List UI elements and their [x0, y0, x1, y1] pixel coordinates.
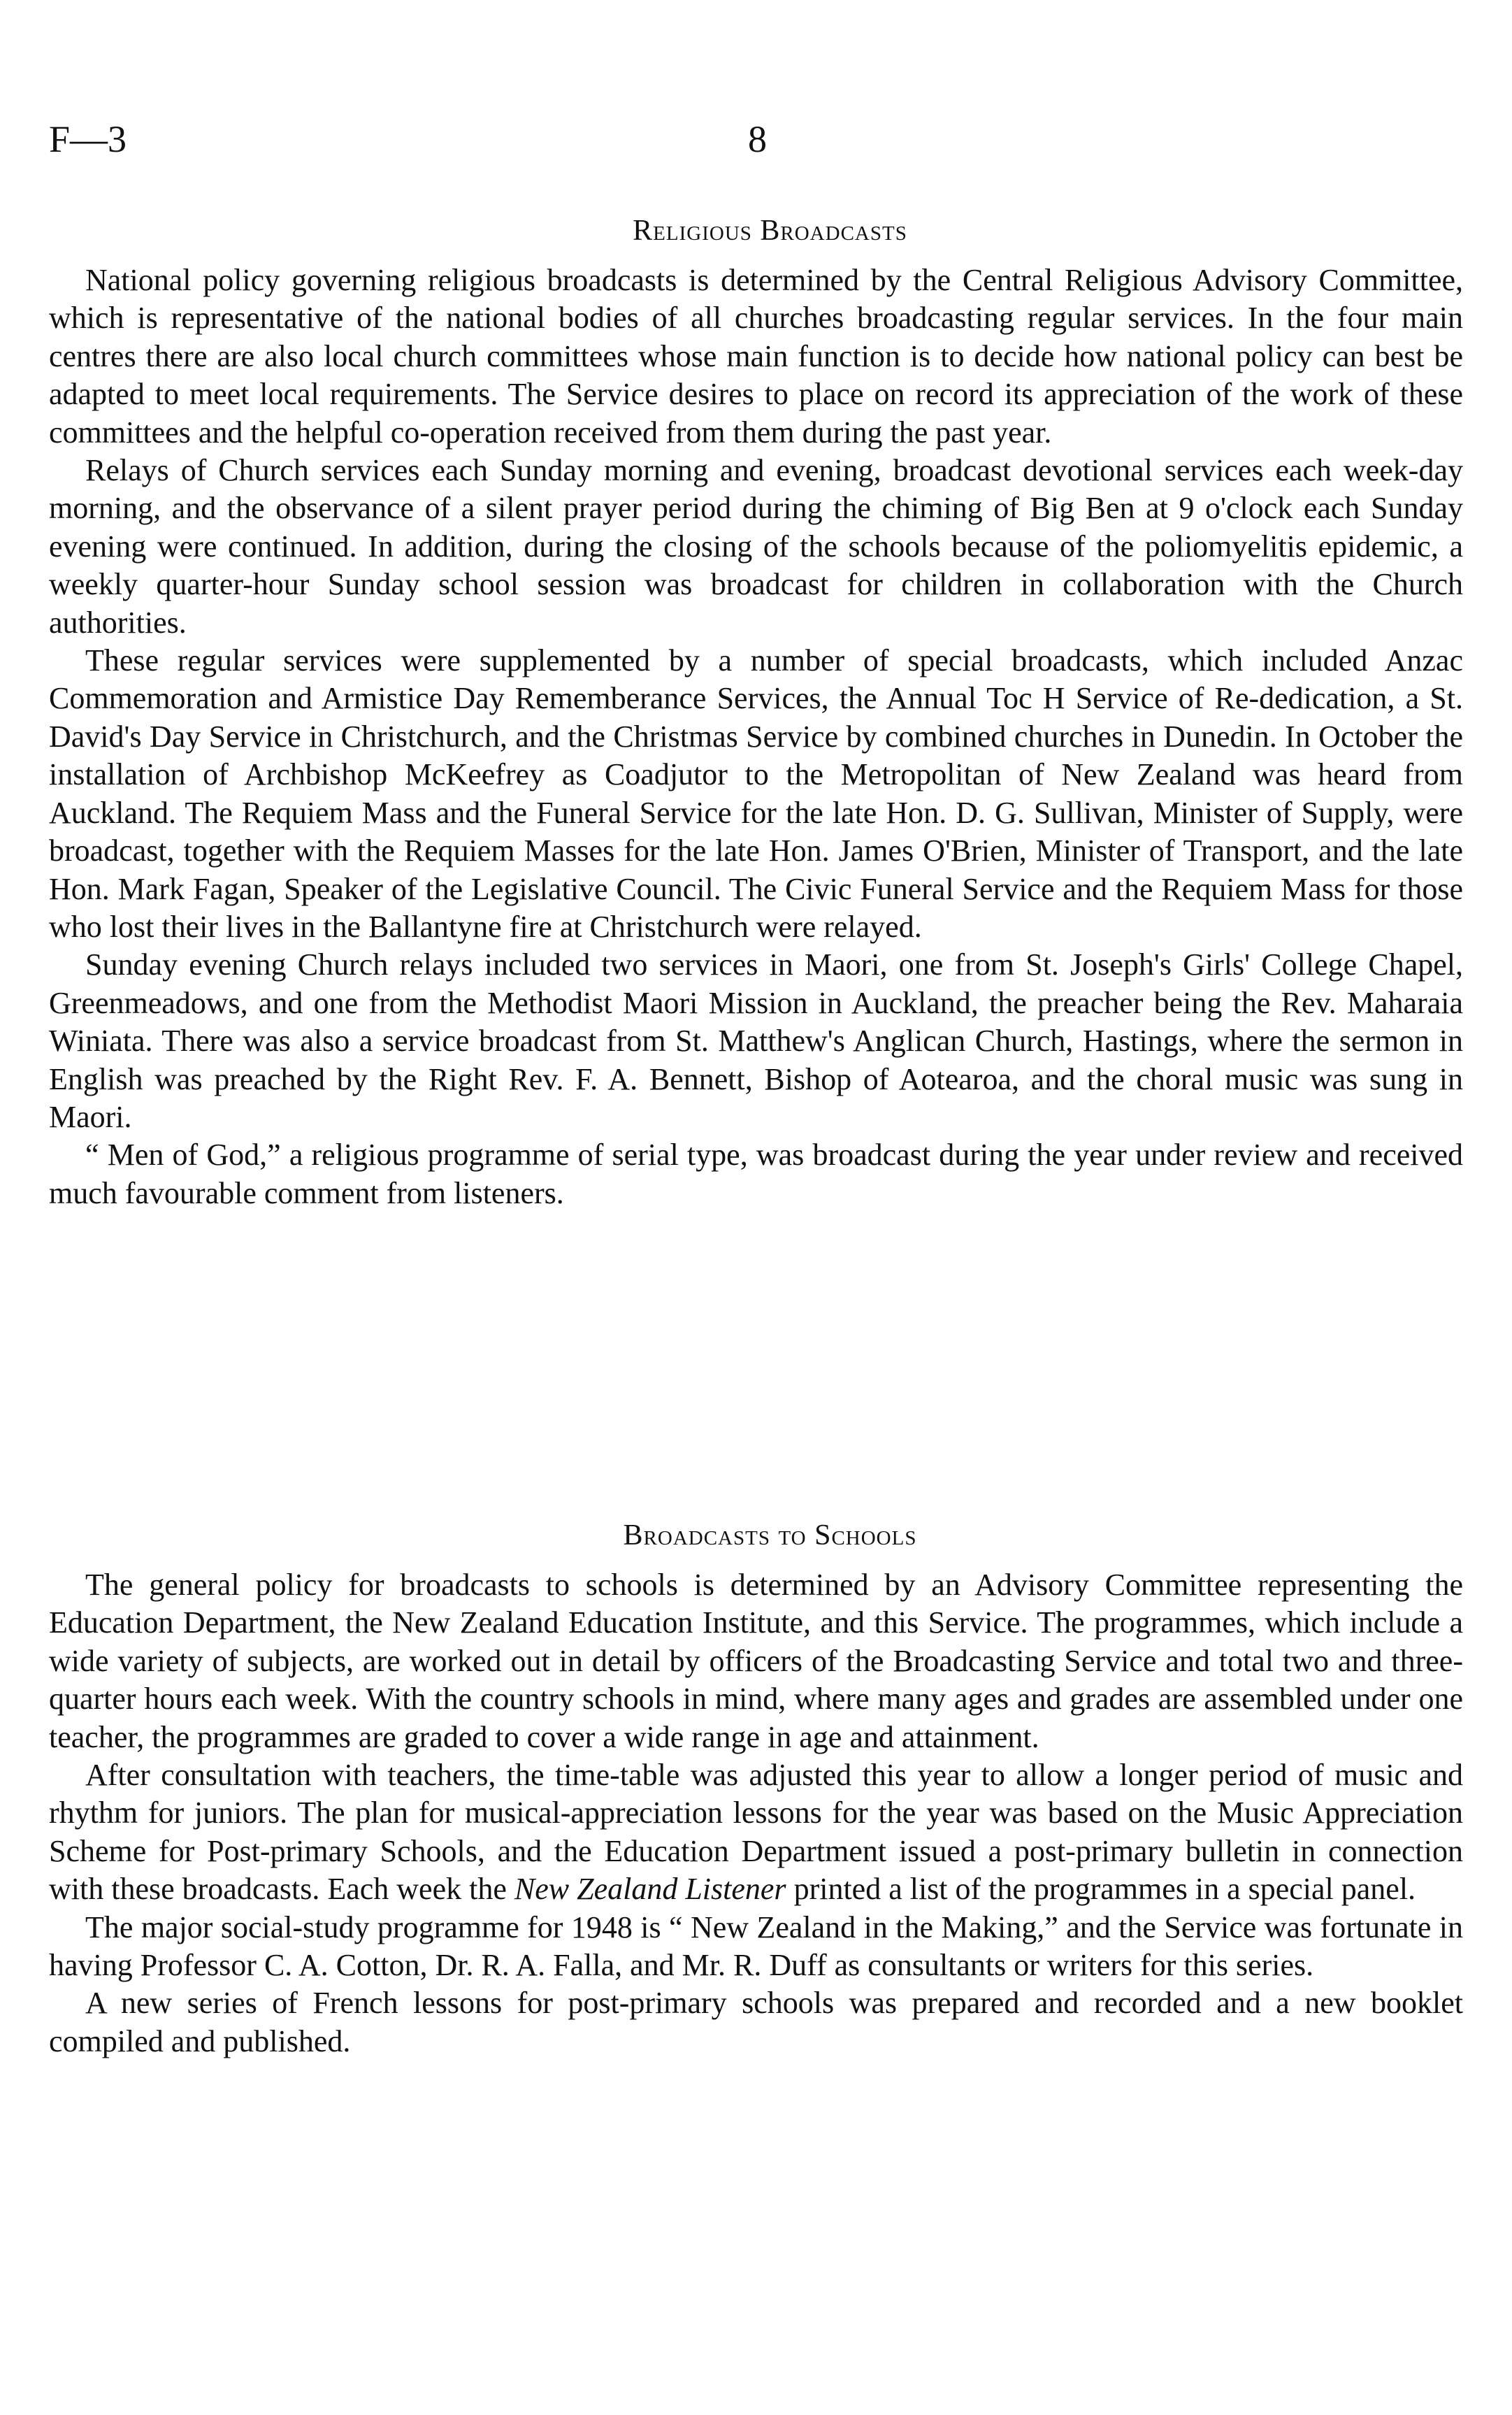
section-religious-broadcasts: [49, 211, 1463, 1212]
paragraph: Sunday evening Church relays included two services in Maori, one from St. Joseph's Girls' College Chapel, Greenmeadows, and one from the Methodist Maori Mission in Auckland, the preacher being the Rev. Maharaia Winiata. There was also a service broadcast from St. Matthew's Anglican Church, Hastings, where the sermon in English was preached by the Right Rev. F. A. Bennett, Bishop of Aotearoa, and the choral music was sung in Maori.: [49, 947, 1463, 1134]
publication-title: New Zealand Listener: [514, 1872, 786, 1907]
section-title: Religious Broadcasts: [633, 215, 907, 247]
paragraph: The major social-study programme for 1948 is “ New Zealand in the Making,” and the Service was fortunate in having Professor C. A. Cotton, Dr. R. A. Falla, and Mr. R. Duff as consultants or writers for this series.: [49, 1909, 1463, 1983]
document-id: F—3: [49, 118, 127, 160]
page-number: 8: [748, 118, 767, 160]
paragraph: [49, 1756, 1463, 1909]
paragraph: A new series of French lessons for post-primary schools was prepared and recorded and a new booklet compiled and published.: [49, 1986, 1463, 2058]
paragraph: Relays of Church services each Sunday morning and evening, broadcast devotional services each week-day morning, and the observance of a silent prayer period during the chiming of Big Ben at 9 o'clock each Sunday evening were continued. In addition, during the closing of the schools because of the poliomyelitis epidemic, a weekly quarter-hour Sunday school session was broadcast for children in collaboration with the Church authorities.: [49, 453, 1463, 640]
section-title: Broadcasts to Schools: [623, 1519, 917, 1552]
paragraph: National policy governing religious broadcasts is determined by the Central Religious Advisory Committee, which is representative of the national bodies of all churches broadcasting regular services. In the four main centres there are also local church committees whose main function is to decide how national policy can best be adapted to meet local requirements. The Service desires to place on record its appreciation of the work of these committees and the helpful co-operation received from them during the past year.: [49, 263, 1463, 450]
running-head: [49, 117, 1463, 166]
section-broadcasts-to-schools: [49, 1516, 1463, 2061]
paragraph: “ Men of God,” a religious programme of serial type, was broadcast during the year under review and received much favourable comment from listeners.: [49, 1138, 1463, 1210]
paragraph: These regular services were supplemented by a number of special broadcasts, which included Anzac Commemoration and Armistice Day Rememberance Services, the Annual Toc H Service of Re-dedication, a St. David's Day Service in Christchurch, and the Christmas Service by combined churches in Dunedin. In October the installation of Archbishop McKeefrey as Coadjutor to the Metropolitan of New Zealand was heard from Auckland. The Requiem Mass and the Funeral Service for the late Hon. D. G. Sullivan, Minister of Supply, were broadcast, together with the Requiem Masses for the late Hon. James O'Brien, Minister of Transport, and the late Hon. Mark Fagan, Speaker of the Legislative Council. The Civic Funeral Service and the Requiem Mass for those who lost their lives in the Ballantyne fire at Christchurch were relayed.: [49, 643, 1463, 944]
paragraph: The general policy for broadcasts to schools is determined by an Advisory Committee representing the Education Department, the New Zealand Education Institute, and this Service. The programmes, which include a wide variety of subjects, are worked out in detail by officers of the Broadcasting Service and total two and three-quarter hours each week. With the country schools in mind, where many ages and grades are assembled under one teacher, the programmes are graded to cover a wide range in age and attainment.: [49, 1568, 1463, 1754]
paragraph-text: printed a list of the programmes in a special panel.: [786, 1872, 1416, 1907]
paragraph-text: After consultation with teachers, the time-table was adjusted this year to allow a longer period of music and rhythm for juniors. The plan for musical-appreciation lessons for the year was based on the Music Appreciation Scheme for Post-primary Schools, and the Education Department issued a post-primary bulletin in connection with these broadcasts. Each week the: [49, 1758, 1463, 1907]
